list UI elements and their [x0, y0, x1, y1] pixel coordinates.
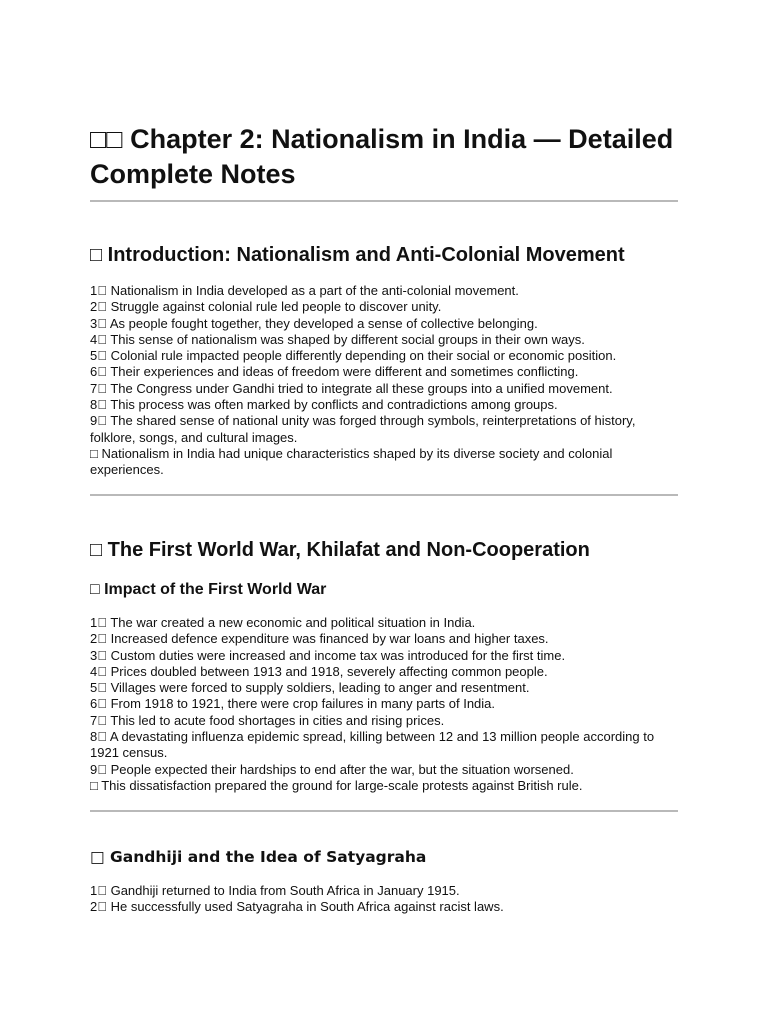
- list-item: 8⃣ A devastating influenza epidemic spread, killing between 12 and 13 million people according to 1921 census.: [90, 729, 655, 761]
- section-divider: [90, 810, 678, 812]
- list-item: 4⃣ This sense of nationalism was shaped by different social groups in their own ways.: [90, 331, 585, 347]
- list-item: 1⃣ The war created a new economic and political situation in India.: [90, 615, 476, 630]
- list-item: 3⃣ Custom duties were increased and income tax was introduced for the first time.: [90, 647, 566, 663]
- list-item: 5⃣ Villages were forced to supply soldiers, leading to anger and resentment.: [90, 680, 530, 696]
- list-item: 1⃣ Gandhiji returned to India from South Africa in January 1915.: [90, 883, 460, 898]
- section-divider: [90, 200, 678, 202]
- page-title: □□ Chapter 2: Nationalism in India — Detailed Complete Notes: [90, 124, 674, 189]
- section-heading-first-world-war: □ The First World War, Khilafat and Non-Cooperation: [90, 539, 590, 561]
- list-item: 9⃣ People expected their hardships to end after the war, but the situation worsened.: [90, 761, 574, 777]
- list-item: 6⃣ Their experiences and ideas of freedom were different and sometimes conflicting.: [90, 364, 579, 380]
- list-item: 1⃣ Nationalism in India developed as a part of the anti-colonial movement.: [90, 283, 519, 298]
- list-item-summary: □ Nationalism in India had unique characteristics shaped by its diverse society and colonial experiences.: [90, 445, 613, 478]
- list-item: 9⃣ The shared sense of national unity was forged through symbols, reinterpretations of history, folklore, songs, and cultural images.: [90, 413, 636, 445]
- list-item: 3⃣ As people fought together, they developed a sense of collective belonging.: [90, 315, 538, 331]
- list-item: 5⃣ Colonial rule impacted people differently depending on their social or economic position.: [90, 348, 617, 364]
- subheading-satyagraha: □ Gandhiji and the Idea of Satyagraha: [90, 848, 427, 866]
- war-impact-list: [90, 615, 680, 794]
- list-item: 6⃣ From 1918 to 1921, there were crop failures in many parts of India.: [90, 696, 496, 712]
- list-item: 7⃣ This led to acute food shortages in cities and rising prices.: [90, 712, 445, 728]
- list-item: 2⃣ Increased defence expenditure was financed by war loans and higher taxes.: [90, 631, 549, 647]
- introduction-list: [90, 283, 680, 479]
- section-heading-introduction: □ Introduction: Nationalism and Anti-Colonial Movement: [90, 244, 625, 266]
- list-item: 2⃣ He successfully used Satyagraha in South Africa against racist laws.: [90, 899, 504, 915]
- list-item: 4⃣ Prices doubled between 1913 and 1918, severely affecting common people.: [90, 663, 548, 679]
- satyagraha-list: [90, 883, 680, 916]
- subheading-impact-of-war: □ Impact of the First World War: [90, 581, 327, 598]
- list-item: 8⃣ This process was often marked by conflicts and contradictions among groups.: [90, 397, 558, 413]
- list-item-summary: □ This dissatisfaction prepared the ground for large-scale protests against British rule.: [90, 777, 583, 793]
- list-item: 2⃣ Struggle against colonial rule led people to discover unity.: [90, 299, 442, 315]
- list-item: 7⃣ The Congress under Gandhi tried to integrate all these groups into a unified movement.: [90, 380, 613, 396]
- section-divider: [90, 494, 678, 496]
